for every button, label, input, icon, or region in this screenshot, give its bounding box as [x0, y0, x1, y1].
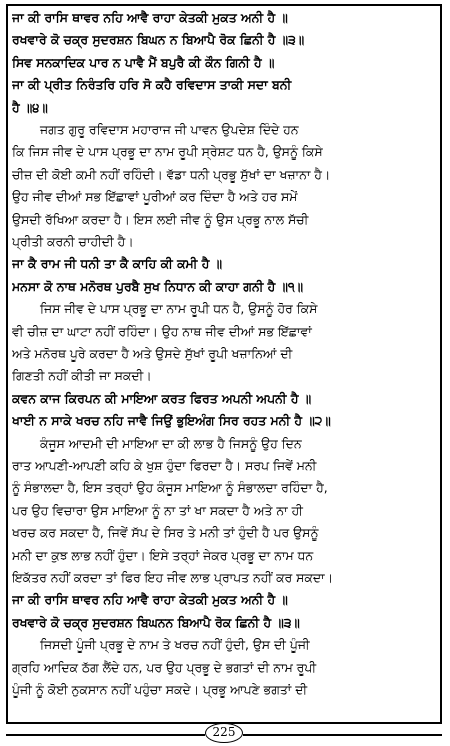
text-line: ਕਿ ਜਿਸ ਜੀਵ ਦੇ ਪਾਸ ਪ੍ਰਭੂ ਦਾ ਨਾਮ ਰੂਪੀ ਸ੍ਰੇਸ਼ਟ ਧਨ ਹੈ, ਉਸਨੂੰ ਕਿਸੇ [12, 144, 323, 160]
text-line: ਉਹ ਜੀਵ ਦੀਆਂ ਸਭ ਇੱਛਾਵਾਂ ਪੂਰੀਆਂ ਕਰ ਦਿੰਦਾ ਹੈ ਅਤੇ ਹਰ ਸਮੇਂ [12, 189, 298, 205]
text-line: ਚੀਜ਼ ਦੀ ਕੋਈ ਕਮੀ ਨਹੀਂ ਰਹਿੰਦੀ। ਵੱਡਾ ਧਨੀ ਪ੍ਰਭੂ ਸੁੱਖਾਂ ਦਾ ਖਜ਼ਾਨਾ ਹੈ। [12, 166, 331, 182]
text-line: ਕੰਜੂਸ ਆਦਮੀ ਦੀ ਮਾਇਆ ਦਾ ਕੀ ਲਾਭ ਹੈ ਜਿਸਨੂੰ ਉਹ ਦਿਨ [40, 435, 302, 451]
verse-line: ਰਖਵਾਰੇ ਕੋ ਚਕ੍ਰ ਸੁਦਰਸ਼ਨ ਬਿਘਨ ਨ ਬਿਆਪੈ ਰੋਕ ਛਿਨੀ ਹੈ ॥੩॥ [12, 32, 305, 48]
page-number: 225 [205, 723, 243, 743]
verse-line: ਜਾ ਕੀ ਪ੍ਰੀਤ ਨਿਰੰਤਰਿ ਹਰਿ ਸੋ ਕਹੈ ਰਵਿਦਾਸ ਤਾਕੀ ਸਦਾ ਬਨੀ [12, 77, 292, 93]
verse-line: ਹੈ ॥੪॥ [12, 99, 48, 115]
text-line: ਮਨੀ ਦਾ ਕੁਝ ਲਾਭ ਨਹੀਂ ਹੁੰਦਾ। ਇਸੇ ਤਰ੍ਹਾਂ ਜੇਕਰ ਪ੍ਰਭੂ ਦਾ ਨਾਮ ਧਨ [12, 547, 314, 563]
footer-rule-left [6, 734, 205, 736]
text-line: ਨੂੰ ਸੰਭਾਲਦਾ ਹੈ, ਇਸ ਤਰ੍ਹਾਂ ਉਹ ਕੰਜੂਸ ਮਾਇਆ ਨੂੰ ਸੰਭਾਲਦਾ ਰਹਿੰਦਾ ਹੈ, [12, 480, 328, 496]
text-line: ਉਸਦੀ ਰੱਖਿਆ ਕਰਦਾ ਹੈ। ਇਸ ਲਈ ਜੀਵ ਨੂੰ ਉਸ ਪ੍ਰਭੂ ਨਾਲ ਸੱਚੀ [12, 211, 309, 227]
verse-line: ਜਾ ਕੀ ਰਾਸਿ ਥਾਵਰ ਨਹਿ ਆਵੈ ਰਾਹਾ ਕੇਤਕੀ ਮੁਕਤ ਅਨੀ ਹੈ ॥ [12, 10, 288, 25]
verse-line: ਖਾਈ ਨ ਸਾਕੇ ਖਰਚ ਨਹਿ ਜਾਵੈ ਜਿਉਂ ਭੁਇਅੰਗ ਸਿਰ ਰਹਤ ਮਨੀ ਹੈ ॥੨॥ [12, 413, 331, 429]
text-line: ਪੂੰਜੀ ਨੂੰ ਕੋਈ ਨੁਕਸਾਨ ਨਹੀਂ ਪਹੁੰਚਾ ਸਕਦੇ। ਪ੍ਰਭੂ ਆਪਣੇ ਭਗਤਾਂ ਦੀ [12, 682, 308, 697]
text-line: ਇਕੱਤਰ ਨਹੀਂ ਕਰਦਾ ਤਾਂ ਫਿਰ ਇਹ ਜੀਵ ਲਾਭ ਪ੍ਰਾਪਤ ਨਹੀਂ ਕਰ ਸਕਦਾ। [12, 570, 333, 585]
footer-rule-right [243, 734, 442, 736]
text-line: ਜਗਤ ਗੁਰੂ ਰਵਿਦਾਸ ਮਹਾਰਾਜ ਜੀ ਪਾਵਨ ਉਪਦੇਸ਼ ਦਿੰਦੇ ਹਨ [40, 122, 299, 137]
text-line: ਅਤੇ ਮਨੋਰਥ ਪੂਰੇ ਕਰਦਾ ਹੈ ਅਤੇ ਉਸਦੇ ਸੁੱਖਾਂ ਰੂਪੀ ਖਜ਼ਾਨਿਆਂ ਦੀ [12, 346, 293, 361]
verse-line: ਜਾ ਕੀ ਰਾਸਿ ਥਾਵਰ ਨਹਿ ਆਵੈ ਰਾਹਾ ਕੇਤਕੀ ਮੁਕਤ ਅਨੀ ਹੈ ॥ [12, 592, 288, 608]
text-line: ਜਿਸਦੀ ਪੂੰਜੀ ਪ੍ਰਭੂ ਦੇ ਨਾਮ ਤੇ ਖਰਚ ਨਹੀਂ ਹੁੰਦੀ, ਉਸ ਦੀ ਪੂੰਜੀ [40, 637, 310, 653]
verse-line: ਮਨਸਾ ਕੋ ਨਾਥ ਮਨੋਰਥ ਪੁਰਬੈ ਸੁਖ ਨਿਧਾਨ ਕੀ ਕਾਹਾ ਗਨੀ ਹੈ ॥੧॥ [12, 278, 303, 294]
text-line: ਖਰਚ ਕਰ ਸਕਦਾ ਹੈ, ਜਿਵੇਂ ਸੱਪ ਦੇ ਸਿਰ ਤੇ ਮਨੀ ਤਾਂ ਹੁੰਦੀ ਹੈ ਪਰ ਉਸਨੂੰ [12, 525, 319, 541]
text-line: ਗ੍ਰਹਿ ਆਦਿਕ ਠੱਗ ਲੈਂਦੇ ਹਨ, ਪਰ ਉਹ ਪ੍ਰਭੂ ਦੇ ਭਗਤਾਂ ਦੀ ਨਾਮ ਰੂਪੀ [12, 659, 317, 675]
text-line: ਪ੍ਰੀਤੀ ਕਰਨੀ ਚਾਹੀਦੀ ਹੈ। [12, 234, 134, 249]
verse-line: ਰਖਵਾਰੇ ਕੋ ਚਕ੍ਰ ਸੁਦਰਸ਼ਨ ਬਿਘਨਨ ਬਿਆਪੈ ਰੋਕ ਛਿਨੀ ਹੈ ॥੩॥ [12, 614, 300, 630]
text-line: ਵੀ ਚੀਜ਼ ਦਾ ਘਾਟਾ ਨਹੀਂ ਰਹਿੰਦਾ। ਉਹ ਨਾਥ ਜੀਵ ਦੀਆਂ ਸਭ ਇੱਛਾਵਾਂ [12, 323, 312, 339]
text-line: ਜਿਸ ਜੀਵ ਦੇ ਪਾਸ ਪ੍ਰਭੂ ਦਾ ਨਾਮ ਰੂਪੀ ਧਨ ਹੈ, ਉਸਨੂੰ ਹੋਰ ਕਿਸੇ [40, 301, 318, 317]
text-line: ਪਰ ਉਹ ਵਿਚਾਰਾ ਉਸ ਮਾਇਆ ਨੂੰ ਨਾ ਤਾਂ ਖਾ ਸਕਦਾ ਹੈ ਅਤੇ ਨਾ ਹੀ [12, 502, 303, 518]
text-line: ਰਾਤ ਆਪਣੀ-ਆਪਣੀ ਕਹਿ ਕੇ ਖੁਸ਼ ਹੁੰਦਾ ਫਿਰਦਾ ਹੈ। ਸਰਪ ਜਿਵੇਂ ਮਨੀ [12, 458, 317, 473]
verse-line: ਜਾ ਕੈ ਰਾਮ ਜੀ ਧਨੀ ਤਾ ਕੈ ਕਾਹਿ ਕੀ ਕਮੀ ਹੈ ॥ [12, 256, 223, 272]
verse-line: ਕਵਨ ਕਾਜ ਕਿਰਪਨ ਕੀ ਮਾਇਆ ਕਰਤ ਫਿਰਤ ਅਪਨੀ ਅਪਨੀ ਹੈ ॥ [12, 390, 312, 406]
text-line: ਗਿਣਤੀ ਨਹੀਂ ਕੀਤੀ ਜਾ ਸਕਦੀ। [12, 368, 152, 384]
verse-line: ਸਿਵ ਸਨਕਾਦਿਕ ਪਾਰ ਨ ਪਾਵੈ ਮੈਂ ਬਪੁਰੈ ਕੀ ਕੌਨ ਗਿਨੀ ਹੈ ॥ [12, 54, 275, 70]
